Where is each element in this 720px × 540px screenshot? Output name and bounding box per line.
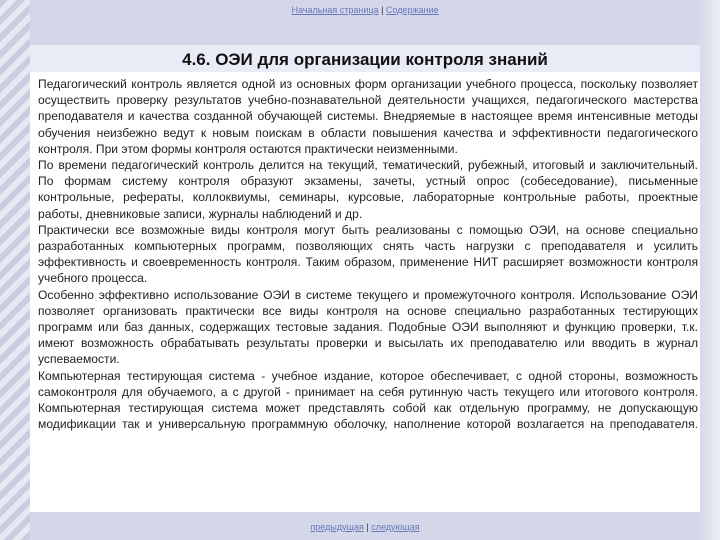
- nav-separator: |: [381, 5, 384, 15]
- body-text: [38, 76, 698, 432]
- nav-separator: |: [366, 522, 369, 532]
- paragraph: Особенно эффективно использование ОЭИ в системе текущего и промежуточного контроля. Использование ОЭИ позволяет организовать практически все виды контроля на основе специально разработанных тестирующих программ или баз данных, содержащих тестовые задания. Подобные ОЭИ выполняют и функцию проверки, т.к. имеют возможность обрабатывать результаты проверки и высылать их преподавателю или вводить в журнал успеваемости.: [38, 287, 698, 367]
- paragraph: Педагогический контроль является одной из основных форм организации учебного процесса, поскольку позволяет осуществить проверку результатов учебно-познавательной деятельности учащихся, педагогического мастерства преподавателя и качества созданной обучающей системы. Внедряемые в настоящее время интенсивные методы обучения неизбежно ведут к новым поискам в области повышения качества и эффективности педагогического контроля. При этом формы контроля остаются практически неизменными.: [38, 77, 698, 156]
- next-link[interactable]: следующая: [371, 522, 420, 532]
- top-navigation: [30, 5, 700, 15]
- paragraph: Компьютерная тестирующая система - учебное издание, которое обеспечивает, с одной стороны, возможность самоконтроля для обучаемого, а с другой - принимает на себя рутинную часть текущего или итогового контроля. Компьютерная тестирующая система может представлять собой как отдельную программу, не допускающую модификации так и универсальную программную оболочку, наполнение которой возлагается на преподавателя.: [38, 368, 698, 432]
- home-link[interactable]: Начальная страница: [291, 5, 379, 15]
- paragraph: По времени педагогический контроль делится на текущий, тематический, рубежный, итоговый и заключительный. По формам систему контроля образуют экзамены, зачеты, устный опрос (собеседование), письменные контрольные, рефераты, коллоквиумы, семинары, курсовые, лабораторные контрольные работы, проектные работы, дневниковые записи, журналы наблюдений и др.: [38, 158, 698, 221]
- right-decoration: [700, 0, 720, 540]
- prev-link[interactable]: предыдущая: [310, 522, 364, 532]
- left-decoration: [0, 0, 30, 540]
- page-title: 4.6. ОЭИ для организации контроля знаний: [182, 50, 548, 69]
- contents-link[interactable]: Содержание: [385, 5, 439, 15]
- bottom-navigation: [30, 522, 700, 532]
- paragraph: Практически все возможные виды контроля могут быть реализованы с помощью ОЭИ, на основе специально разработанных компьютерных программ, позволяющих снять часть нагрузки с преподавателя и усилить эффективность и своевременность контроля. Таким образом, применение НИТ расширяет возможности контроля учебного процесса.: [38, 222, 698, 286]
